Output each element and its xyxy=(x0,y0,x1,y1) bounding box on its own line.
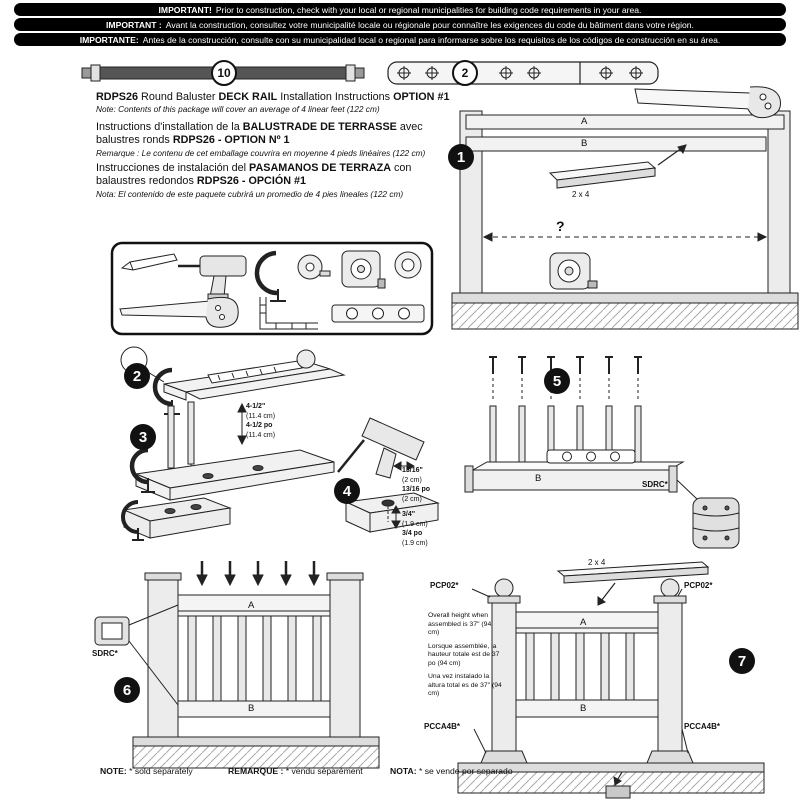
qty-badge-baluster: 10 xyxy=(211,60,237,86)
footer-note-en: NOTE: * sold separately xyxy=(100,766,193,776)
banner-text-es: Antes de la construcción, consulte con su municipalidad local o regional para informarse sobre los requisitos de los códigos de construcción en su área. xyxy=(142,34,721,45)
step1-rail-b-label: B xyxy=(581,138,588,149)
footer-note-es: NOTA: * se vende por separado xyxy=(390,766,513,776)
step-1-diagram xyxy=(450,85,800,335)
rails xyxy=(466,115,784,151)
step6-rail-a-label: A xyxy=(248,600,255,611)
rail-b xyxy=(516,700,658,717)
step1-question-mark: ? xyxy=(556,218,565,234)
step7-board-label: 2 x 4 xyxy=(588,558,606,567)
step-5-diagram xyxy=(455,348,755,553)
step-5-badge: 5 xyxy=(544,368,570,394)
step7-rail-b-label: B xyxy=(580,703,587,714)
step5-rail-b-label: B xyxy=(535,473,542,484)
step7-pcca4b-right-label: PCCA4B* xyxy=(684,722,721,731)
level-icon xyxy=(547,450,635,463)
step4-depth-measurement: 3/4" (1.9 cm) 3/4 po (1.9 cm) xyxy=(402,511,428,547)
step7-rail-a-label: A xyxy=(580,617,587,628)
step1-rail-a-label: A xyxy=(581,116,588,127)
saw-icon xyxy=(635,87,781,118)
step7-height-note: Overall height when assembled is 37" (94 cm) Lorsque assemblée, la hauteur totale est de 37 po (94 cm) Una vez instalado la altura total es de 37" (94 cm) xyxy=(428,612,502,697)
rail-a xyxy=(516,612,658,633)
step7-pcca4b-left-label: PCCA4B* xyxy=(424,722,461,731)
step-6-badge: 6 xyxy=(114,677,140,703)
post-bases xyxy=(481,751,693,763)
step7-pcp02-right-label: PCP02* xyxy=(684,581,713,590)
step-7-badge: 7 xyxy=(729,648,755,674)
banner-line-fr xyxy=(14,18,786,31)
balusters xyxy=(526,633,634,700)
tools-box xyxy=(110,241,434,336)
tape-measure-icon xyxy=(342,251,385,288)
step3-measurement: 4-1/2" (11.4 cm) 4-1/2 po (11.4 cm) xyxy=(246,403,276,439)
step1-board-label: 2 x 4 xyxy=(572,190,590,199)
step-3-badge: 3 xyxy=(130,424,156,450)
step-1-badge: 1 xyxy=(448,144,474,170)
title-es: Instrucciones de instalación del PASAMANOS DE TERRAZA con balaustres redondos RDPS26 - OPCIÓN #1 xyxy=(96,162,412,187)
step-4-badge: 4 xyxy=(334,478,360,504)
title-en: RDPS26 Round Baluster DECK RAIL Installation Instructions OPTION #1 xyxy=(96,91,450,103)
lower-assembly xyxy=(123,498,230,540)
banner-line-es xyxy=(14,33,786,46)
deck xyxy=(452,293,798,329)
step-6-diagram xyxy=(85,555,380,770)
note-fr: Remarque : Le contenu de cet emballage couvrira en moyenne 4 pieds linéaires (122 cm) xyxy=(96,148,426,158)
deck xyxy=(133,737,379,768)
step4-diameter-measurement: 13/16" (2 cm) 13/16 po (2 cm) xyxy=(402,467,431,503)
step6-sdrc-label: SDRC* xyxy=(92,649,118,658)
step7-pcp02-left-label: PCP02* xyxy=(430,581,459,590)
posts xyxy=(488,579,686,763)
banner-label-es: IMPORTANTE: xyxy=(79,34,139,45)
footer-note-fr: REMARQUE : * vendu séparément xyxy=(228,766,363,776)
sdrc-part xyxy=(693,498,739,548)
important-banner xyxy=(14,3,786,46)
step5-sdrc-label: SDRC* xyxy=(642,480,668,489)
tape-measure-icon xyxy=(550,253,597,289)
banner-label-en: IMPORTANT! xyxy=(158,4,212,15)
banner-label-fr: IMPORTANT : xyxy=(106,19,162,30)
title-en-code: RDPS26 xyxy=(96,91,139,103)
banner-line-en xyxy=(14,3,786,16)
banner-text-fr: Avant la construction, consultez votre municipalité locale ou régionale pour connaître les exigences du code du bâtiment dans votre région. xyxy=(165,19,694,30)
title-fr: Instructions d'installation de la BALUSTRADE DE TERRASSE avec balustres ronds RDPS26 - OPTION Nº 1 xyxy=(96,121,423,146)
balusters xyxy=(188,616,321,701)
sdrc-part xyxy=(95,617,129,645)
measure-arrow xyxy=(238,404,246,444)
level-icon xyxy=(332,305,424,322)
note-es: Nota: El contenido de este paquete cubrirá un promedio de 4 pies lineales (122 cm) xyxy=(96,189,404,199)
masking-tape-icon xyxy=(395,252,421,278)
step-2-badge: 2 xyxy=(124,363,150,389)
push-arrow-icons xyxy=(197,561,319,585)
rail xyxy=(136,450,334,500)
step6-rail-b-label: B xyxy=(248,703,255,714)
qty-badge-rail: 2 xyxy=(452,60,478,86)
banner-text-en: Prior to construction, check with your local or regional municipalities for building code requirements in your area. xyxy=(215,4,642,15)
measure-line xyxy=(484,233,766,241)
sdrc-leader xyxy=(677,480,698,500)
note-en: Note: Contents of this package will cover an average of 4 linear feet (122 cm) xyxy=(96,104,380,114)
